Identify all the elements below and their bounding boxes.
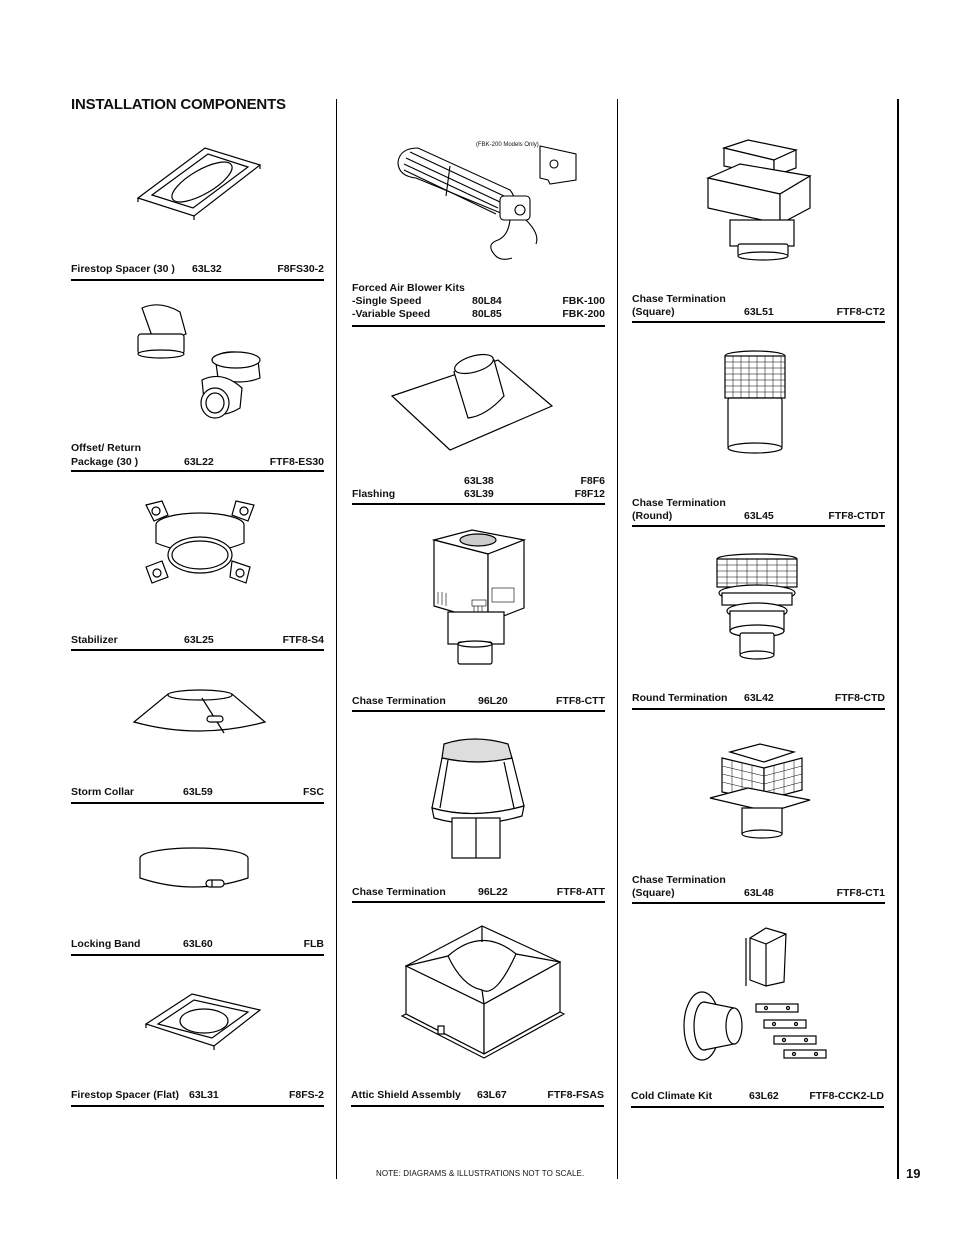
caption-chase-termination-att: Chase Termination 96L22 FTF8-ATT	[352, 886, 605, 898]
locking-band-illustration	[138, 846, 250, 898]
page-title: INSTALLATION COMPONENTS	[71, 96, 286, 113]
caption-flashing: 63L38 F8F6 Flashing 63L39 F8F12	[352, 475, 605, 500]
round-termination-illustration	[714, 553, 800, 663]
divider	[632, 525, 885, 527]
divider	[71, 954, 324, 956]
attic-shield-illustration	[398, 924, 564, 1058]
divider	[352, 325, 605, 327]
scale-note: NOTE: DIAGRAMS & ILLUSTRATIONS NOT TO SCALE.	[376, 1169, 585, 1178]
caption-offset-return: Offset/ Return Package (30 ) 63L22 FTF8-ES30	[71, 442, 324, 468]
caption-attic-shield: Attic Shield Assembly 63L67 FTF8-FSAS	[351, 1089, 604, 1101]
divider	[352, 503, 605, 505]
caption-chase-termination-ct2: Chase Termination (Square) 63L51 FTF8-CT2	[632, 293, 885, 318]
divider	[71, 279, 324, 281]
divider	[632, 902, 885, 904]
caption-locking-band: Locking Band 63L60 FLB	[71, 938, 324, 950]
flashing-illustration	[390, 352, 555, 452]
divider	[352, 710, 605, 712]
caption-chase-termination-ctt: Chase Termination 96L20 FTF8-CTT	[352, 695, 605, 707]
caption-stabilizer: Stabilizer 63L25 FTF8-S4	[71, 634, 324, 646]
offset-return-illustration	[130, 298, 275, 428]
chase-termination-ctt-illustration	[430, 528, 530, 664]
caption-storm-collar: Storm Collar 63L59 FSC	[71, 786, 324, 798]
column-divider-left	[336, 99, 337, 1179]
divider	[71, 649, 324, 651]
divider	[351, 1105, 604, 1107]
chase-termination-ct1-illustration	[708, 742, 812, 844]
caption-cold-climate-kit: Cold Climate Kit 63L62 FTF8-CCK2-LD	[631, 1090, 884, 1102]
divider	[71, 470, 324, 472]
divider	[632, 321, 885, 323]
divider	[71, 802, 324, 804]
page-edge-rule	[897, 99, 899, 1179]
caption-firestop-spacer-30: Firestop Spacer (30 ) 63L32 F8FS30-2	[71, 263, 324, 275]
stabilizer-illustration	[140, 497, 260, 589]
firestop-spacer-30-illustration	[130, 140, 270, 220]
chase-termination-ct2-illustration	[700, 136, 815, 262]
page-number: 19	[906, 1166, 921, 1181]
divider	[632, 708, 885, 710]
chase-termination-att-illustration	[424, 736, 528, 860]
column-divider-right	[617, 99, 618, 1179]
blower-model-note: (FBK-200 Models Only)	[476, 142, 539, 148]
caption-chase-termination-ctdt: Chase Termination (Round) 63L45 FTF8-CTDT	[632, 497, 885, 522]
divider	[352, 901, 605, 903]
divider	[71, 1105, 324, 1107]
caption-round-termination: Round Termination 63L42 FTF8-CTD	[632, 692, 885, 704]
firestop-spacer-flat-illustration	[142, 990, 264, 1052]
storm-collar-illustration	[132, 688, 267, 736]
caption-chase-termination-ct1: Chase Termination (Square) 63L48 FTF8-CT1	[632, 874, 885, 899]
cold-climate-kit-illustration	[680, 922, 830, 1064]
chase-termination-ctdt-illustration	[722, 350, 788, 456]
caption-firestop-spacer-flat: Firestop Spacer (Flat) 63L31 F8FS-2	[71, 1089, 324, 1101]
caption-blower-kits: Forced Air Blower Kits -Single Speed -Variable Speed 80L84 80L85 FBK-100 FBK-200	[352, 282, 605, 320]
divider	[631, 1106, 884, 1108]
blower-kit-illustration	[390, 140, 578, 268]
